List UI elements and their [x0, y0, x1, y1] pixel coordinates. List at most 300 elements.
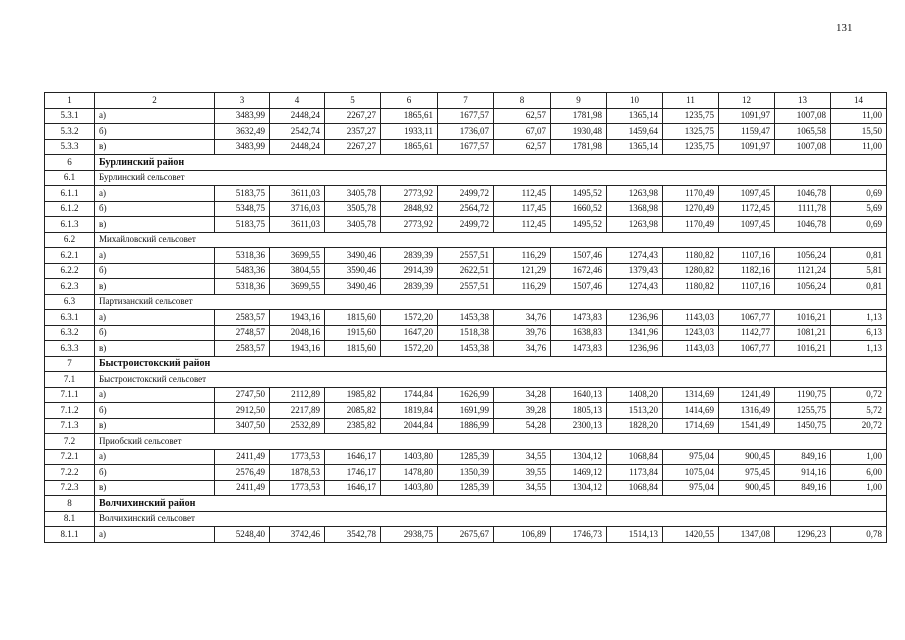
header-cell: 7 [438, 93, 494, 109]
value-cell: 1744,84 [381, 387, 438, 403]
row-option-label: б) [95, 124, 215, 140]
table-row [45, 527, 887, 543]
value-cell: 0,69 [831, 217, 887, 233]
value-cell: 1007,08 [775, 108, 831, 124]
value-cell: 3804,55 [270, 263, 325, 279]
header-cell: 11 [663, 93, 719, 109]
value-cell: 1403,80 [381, 480, 438, 496]
value-cell: 1365,14 [607, 108, 663, 124]
council-row [45, 294, 887, 310]
value-cell: 1075,04 [663, 465, 719, 481]
value-cell: 1243,03 [663, 325, 719, 341]
district-title: Бурлинский район [95, 155, 887, 171]
table-row [45, 248, 887, 264]
council-title: Бурлинский сельсовет [95, 170, 887, 186]
row-code: 8.1.1 [45, 527, 95, 543]
value-cell: 2912,50 [215, 403, 270, 419]
value-cell: 3542,78 [325, 527, 381, 543]
value-cell: 1677,57 [438, 139, 494, 155]
value-cell: 1046,78 [775, 186, 831, 202]
value-cell: 1518,38 [438, 325, 494, 341]
value-cell: 6,00 [831, 465, 887, 481]
value-cell: 1677,57 [438, 108, 494, 124]
value-cell: 2747,50 [215, 387, 270, 403]
value-cell: 1304,12 [551, 480, 607, 496]
value-cell: 11,00 [831, 139, 887, 155]
value-cell: 1626,99 [438, 387, 494, 403]
header-cell: 6 [381, 93, 438, 109]
row-code: 6.3 [45, 294, 95, 310]
value-cell: 1878,53 [270, 465, 325, 481]
row-code: 6.2.1 [45, 248, 95, 264]
value-cell: 1236,96 [607, 310, 663, 326]
header-cell: 9 [551, 93, 607, 109]
value-cell: 2357,27 [325, 124, 381, 140]
district-row [45, 356, 887, 372]
value-cell: 0,78 [831, 527, 887, 543]
row-option-label: а) [95, 387, 215, 403]
value-cell: 1097,45 [719, 186, 775, 202]
row-code: 7.1 [45, 372, 95, 388]
value-cell: 1068,84 [607, 449, 663, 465]
value-cell: 1943,16 [270, 341, 325, 357]
row-code: 6.1.1 [45, 186, 95, 202]
row-code: 8.1 [45, 511, 95, 527]
header-cell: 4 [270, 93, 325, 109]
council-row [45, 170, 887, 186]
row-code: 7.2.2 [45, 465, 95, 481]
value-cell: 1985,82 [325, 387, 381, 403]
value-cell: 1263,98 [607, 217, 663, 233]
value-cell: 3699,55 [270, 248, 325, 264]
value-cell: 3490,46 [325, 248, 381, 264]
value-cell: 1541,49 [719, 418, 775, 434]
value-cell: 1235,75 [663, 139, 719, 155]
value-cell: 2499,72 [438, 186, 494, 202]
council-title: Волчихинский сельсовет [95, 511, 887, 527]
row-code: 6.3.3 [45, 341, 95, 357]
value-cell: 1513,20 [607, 403, 663, 419]
tariff-table [44, 92, 887, 543]
table-row [45, 387, 887, 403]
district-row [45, 155, 887, 171]
value-cell: 1016,21 [775, 310, 831, 326]
value-cell: 1350,39 [438, 465, 494, 481]
value-cell: 1638,83 [551, 325, 607, 341]
value-cell: 2448,24 [270, 108, 325, 124]
value-cell: 2583,57 [215, 341, 270, 357]
value-cell: 1296,23 [775, 527, 831, 543]
district-title: Волчихинский район [95, 496, 887, 512]
table-body [45, 93, 887, 543]
row-code: 5.3.2 [45, 124, 95, 140]
value-cell: 2267,27 [325, 108, 381, 124]
value-cell: 3716,03 [270, 201, 325, 217]
value-cell: 1507,46 [551, 248, 607, 264]
table-row [45, 341, 887, 357]
value-cell: 1263,98 [607, 186, 663, 202]
value-cell: 1572,20 [381, 341, 438, 357]
value-cell: 2773,92 [381, 186, 438, 202]
value-cell: 1640,13 [551, 387, 607, 403]
value-cell: 1507,46 [551, 279, 607, 295]
row-option-label: а) [95, 310, 215, 326]
value-cell: 2532,89 [270, 418, 325, 434]
value-cell: 2748,57 [215, 325, 270, 341]
value-cell: 1007,08 [775, 139, 831, 155]
value-cell: 2622,51 [438, 263, 494, 279]
row-option-label: б) [95, 465, 215, 481]
council-title: Михайловский сельсовет [95, 232, 887, 248]
value-cell: 1067,77 [719, 310, 775, 326]
value-cell: 3483,99 [215, 139, 270, 155]
value-cell: 2217,89 [270, 403, 325, 419]
value-cell: 3632,49 [215, 124, 270, 140]
value-cell: 5318,36 [215, 279, 270, 295]
value-cell: 1414,69 [663, 403, 719, 419]
value-cell: 121,29 [494, 263, 551, 279]
council-title: Приобский сельсовет [95, 434, 887, 450]
district-title: Быстроистокский район [95, 356, 887, 372]
value-cell: 3590,46 [325, 263, 381, 279]
row-option-label: а) [95, 527, 215, 543]
value-cell: 1173,84 [607, 465, 663, 481]
value-cell: 1121,24 [775, 263, 831, 279]
value-cell: 1368,98 [607, 201, 663, 217]
value-cell: 914,16 [775, 465, 831, 481]
value-cell: 1781,98 [551, 139, 607, 155]
value-cell: 2411,49 [215, 480, 270, 496]
value-cell: 2448,24 [270, 139, 325, 155]
value-cell: 3405,78 [325, 217, 381, 233]
header-cell: 14 [831, 93, 887, 109]
value-cell: 2499,72 [438, 217, 494, 233]
value-cell: 1255,75 [775, 403, 831, 419]
value-cell: 1091,97 [719, 139, 775, 155]
value-cell: 5,72 [831, 403, 887, 419]
value-cell: 116,29 [494, 248, 551, 264]
table-row [45, 449, 887, 465]
value-cell: 39,28 [494, 403, 551, 419]
value-cell: 849,16 [775, 449, 831, 465]
header-cell: 3 [215, 93, 270, 109]
value-cell: 1182,16 [719, 263, 775, 279]
table-row [45, 480, 887, 496]
value-cell: 2675,67 [438, 527, 494, 543]
value-cell: 2048,16 [270, 325, 325, 341]
value-cell: 1469,12 [551, 465, 607, 481]
value-cell: 1450,75 [775, 418, 831, 434]
value-cell: 2385,82 [325, 418, 381, 434]
table-row [45, 279, 887, 295]
table-row [45, 217, 887, 233]
value-cell: 1236,96 [607, 341, 663, 357]
value-cell: 1107,16 [719, 248, 775, 264]
header-cell: 13 [775, 93, 831, 109]
value-cell: 975,04 [663, 449, 719, 465]
value-cell: 2112,89 [270, 387, 325, 403]
value-cell: 2557,51 [438, 248, 494, 264]
value-cell: 1714,69 [663, 418, 719, 434]
value-cell: 849,16 [775, 480, 831, 496]
value-cell: 1068,84 [607, 480, 663, 496]
value-cell: 54,28 [494, 418, 551, 434]
value-cell: 1170,49 [663, 186, 719, 202]
value-cell: 1304,12 [551, 449, 607, 465]
value-cell: 1067,77 [719, 341, 775, 357]
table-row [45, 403, 887, 419]
value-cell: 1805,13 [551, 403, 607, 419]
value-cell: 1159,47 [719, 124, 775, 140]
value-cell: 1943,16 [270, 310, 325, 326]
value-cell: 1746,73 [551, 527, 607, 543]
row-option-label: в) [95, 217, 215, 233]
row-code: 6.3.1 [45, 310, 95, 326]
value-cell: 2300,13 [551, 418, 607, 434]
value-cell: 117,45 [494, 201, 551, 217]
value-cell: 2583,57 [215, 310, 270, 326]
value-cell: 1647,20 [381, 325, 438, 341]
value-cell: 0,72 [831, 387, 887, 403]
value-cell: 3405,78 [325, 186, 381, 202]
value-cell: 1,00 [831, 449, 887, 465]
value-cell: 1646,17 [325, 480, 381, 496]
value-cell: 1453,38 [438, 341, 494, 357]
value-cell: 112,45 [494, 186, 551, 202]
row-code: 5.3.1 [45, 108, 95, 124]
row-code: 6.2.2 [45, 263, 95, 279]
value-cell: 0,81 [831, 248, 887, 264]
value-cell: 1453,38 [438, 310, 494, 326]
header-cell: 12 [719, 93, 775, 109]
value-cell: 1111,78 [775, 201, 831, 217]
value-cell: 1316,49 [719, 403, 775, 419]
value-cell: 5348,75 [215, 201, 270, 217]
table-row [45, 263, 887, 279]
row-option-label: в) [95, 480, 215, 496]
row-code: 7.2 [45, 434, 95, 450]
value-cell: 1819,84 [381, 403, 438, 419]
value-cell: 1495,52 [551, 217, 607, 233]
row-option-label: б) [95, 201, 215, 217]
council-row [45, 232, 887, 248]
row-code: 7.1.2 [45, 403, 95, 419]
value-cell: 1420,55 [663, 527, 719, 543]
row-code: 7.2.3 [45, 480, 95, 496]
value-cell: 1341,96 [607, 325, 663, 341]
value-cell: 1646,17 [325, 449, 381, 465]
table-row [45, 418, 887, 434]
value-cell: 112,45 [494, 217, 551, 233]
header-cell: 2 [95, 93, 215, 109]
table-row [45, 310, 887, 326]
value-cell: 3742,46 [270, 527, 325, 543]
value-cell: 1660,52 [551, 201, 607, 217]
value-cell: 1365,14 [607, 139, 663, 155]
value-cell: 1056,24 [775, 279, 831, 295]
value-cell: 1514,13 [607, 527, 663, 543]
value-cell: 3611,03 [270, 186, 325, 202]
row-code: 6.2 [45, 232, 95, 248]
row-option-label: в) [95, 139, 215, 155]
value-cell: 6,13 [831, 325, 887, 341]
value-cell: 116,29 [494, 279, 551, 295]
council-title: Партизанский сельсовет [95, 294, 887, 310]
value-cell: 3407,50 [215, 418, 270, 434]
council-title: Быстроистокский сельсовет [95, 372, 887, 388]
value-cell: 39,76 [494, 325, 551, 341]
value-cell: 3505,78 [325, 201, 381, 217]
row-code: 6.1 [45, 170, 95, 186]
value-cell: 1091,97 [719, 108, 775, 124]
value-cell: 1285,39 [438, 480, 494, 496]
value-cell: 1143,03 [663, 310, 719, 326]
value-cell: 67,07 [494, 124, 551, 140]
value-cell: 1815,60 [325, 310, 381, 326]
value-cell: 975,04 [663, 480, 719, 496]
value-cell: 1274,43 [607, 279, 663, 295]
value-cell: 1172,45 [719, 201, 775, 217]
value-cell: 1170,49 [663, 217, 719, 233]
value-cell: 1314,69 [663, 387, 719, 403]
value-cell: 2839,39 [381, 248, 438, 264]
value-cell: 62,57 [494, 139, 551, 155]
value-cell: 1056,24 [775, 248, 831, 264]
council-row [45, 434, 887, 450]
value-cell: 1325,75 [663, 124, 719, 140]
value-cell: 2576,49 [215, 465, 270, 481]
table-row [45, 139, 887, 155]
value-cell: 1280,82 [663, 263, 719, 279]
value-cell: 15,50 [831, 124, 887, 140]
council-row [45, 511, 887, 527]
value-cell: 106,89 [494, 527, 551, 543]
header-row [45, 93, 887, 109]
table-row [45, 465, 887, 481]
district-row [45, 496, 887, 512]
header-cell: 8 [494, 93, 551, 109]
value-cell: 3490,46 [325, 279, 381, 295]
value-cell: 1107,16 [719, 279, 775, 295]
row-code: 6 [45, 155, 95, 171]
row-code: 6.1.3 [45, 217, 95, 233]
value-cell: 1478,80 [381, 465, 438, 481]
row-option-label: в) [95, 279, 215, 295]
row-code: 7.1.3 [45, 418, 95, 434]
row-option-label: а) [95, 186, 215, 202]
value-cell: 1180,82 [663, 248, 719, 264]
value-cell: 34,55 [494, 449, 551, 465]
value-cell: 1886,99 [438, 418, 494, 434]
council-row [45, 372, 887, 388]
value-cell: 5183,75 [215, 217, 270, 233]
page-number: 131 [836, 22, 853, 34]
row-code: 6.3.2 [45, 325, 95, 341]
value-cell: 2839,39 [381, 279, 438, 295]
header-cell: 10 [607, 93, 663, 109]
row-code: 7.2.1 [45, 449, 95, 465]
value-cell: 1933,11 [381, 124, 438, 140]
table-row [45, 201, 887, 217]
value-cell: 34,28 [494, 387, 551, 403]
value-cell: 2044,84 [381, 418, 438, 434]
value-cell: 1016,21 [775, 341, 831, 357]
header-cell: 1 [45, 93, 95, 109]
value-cell: 1865,61 [381, 108, 438, 124]
value-cell: 1235,75 [663, 108, 719, 124]
value-cell: 1746,17 [325, 465, 381, 481]
row-code: 7.1.1 [45, 387, 95, 403]
value-cell: 1459,64 [607, 124, 663, 140]
value-cell: 1828,20 [607, 418, 663, 434]
value-cell: 1915,60 [325, 325, 381, 341]
value-cell: 1865,61 [381, 139, 438, 155]
value-cell: 1347,08 [719, 527, 775, 543]
value-cell: 1274,43 [607, 248, 663, 264]
value-cell: 3483,99 [215, 108, 270, 124]
value-cell: 5248,40 [215, 527, 270, 543]
row-option-label: а) [95, 248, 215, 264]
value-cell: 5,69 [831, 201, 887, 217]
value-cell: 20,72 [831, 418, 887, 434]
value-cell: 1736,07 [438, 124, 494, 140]
value-cell: 1572,20 [381, 310, 438, 326]
value-cell: 39,55 [494, 465, 551, 481]
value-cell: 1773,53 [270, 480, 325, 496]
row-option-label: б) [95, 403, 215, 419]
value-cell: 2848,92 [381, 201, 438, 217]
value-cell: 5483,36 [215, 263, 270, 279]
row-code: 7 [45, 356, 95, 372]
value-cell: 1065,58 [775, 124, 831, 140]
row-code: 6.1.2 [45, 201, 95, 217]
value-cell: 1241,49 [719, 387, 775, 403]
value-cell: 1097,45 [719, 217, 775, 233]
table-row [45, 186, 887, 202]
table-row [45, 108, 887, 124]
value-cell: 34,76 [494, 341, 551, 357]
value-cell: 5,81 [831, 263, 887, 279]
value-cell: 3611,03 [270, 217, 325, 233]
value-cell: 1285,39 [438, 449, 494, 465]
value-cell: 1379,43 [607, 263, 663, 279]
row-code: 5.3.3 [45, 139, 95, 155]
value-cell: 1046,78 [775, 217, 831, 233]
value-cell: 11,00 [831, 108, 887, 124]
value-cell: 3699,55 [270, 279, 325, 295]
row-option-label: б) [95, 325, 215, 341]
row-option-label: в) [95, 418, 215, 434]
value-cell: 2938,75 [381, 527, 438, 543]
value-cell: 1142,77 [719, 325, 775, 341]
value-cell: 2085,82 [325, 403, 381, 419]
value-cell: 1190,75 [775, 387, 831, 403]
value-cell: 1473,83 [551, 310, 607, 326]
value-cell: 1,13 [831, 310, 887, 326]
value-cell: 1408,20 [607, 387, 663, 403]
table-row [45, 124, 887, 140]
value-cell: 62,57 [494, 108, 551, 124]
value-cell: 1,13 [831, 341, 887, 357]
value-cell: 5183,75 [215, 186, 270, 202]
value-cell: 2773,92 [381, 217, 438, 233]
value-cell: 1691,99 [438, 403, 494, 419]
value-cell: 1143,03 [663, 341, 719, 357]
value-cell: 2542,74 [270, 124, 325, 140]
value-cell: 1403,80 [381, 449, 438, 465]
value-cell: 34,76 [494, 310, 551, 326]
value-cell: 1773,53 [270, 449, 325, 465]
